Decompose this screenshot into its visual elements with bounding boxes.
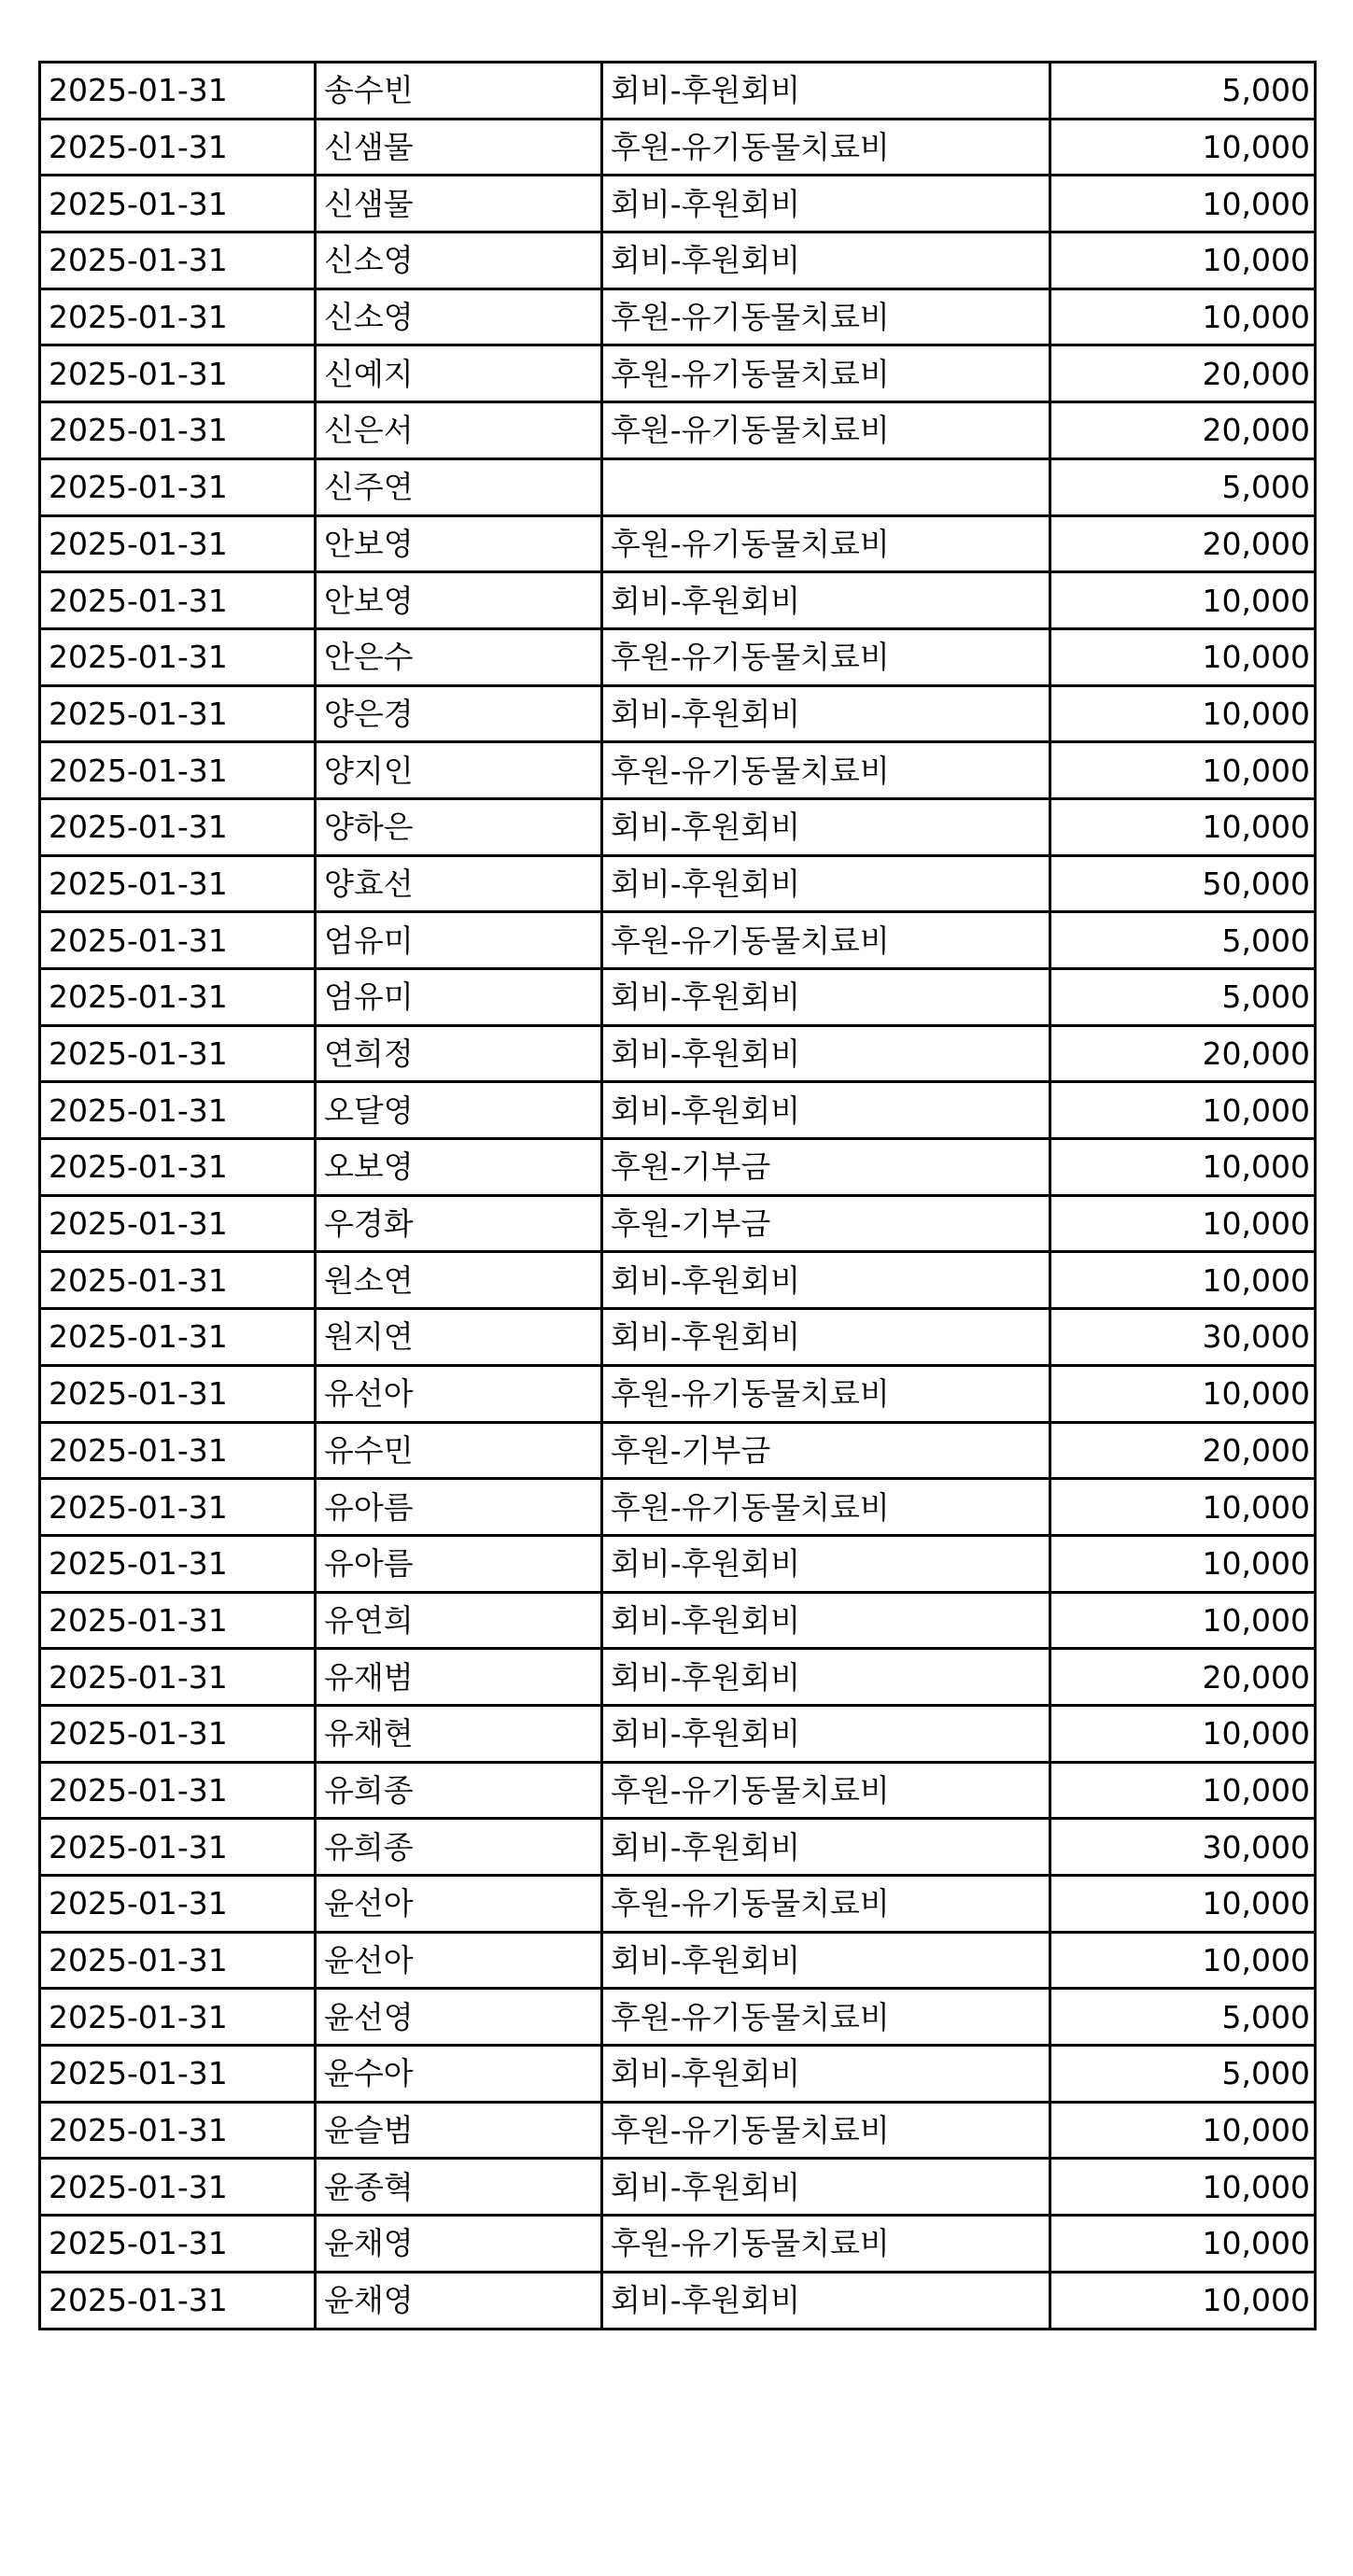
date-cell: 2025-01-31 (40, 2272, 316, 2329)
table-row (40, 969, 1316, 1026)
category-cell: 후원-유기동물치료비 (602, 345, 1050, 402)
amount-cell: 10,000 (1050, 2272, 1316, 2329)
category-cell: 후원-유기동물치료비 (602, 1365, 1050, 1422)
name-cell: 윤종혁 (316, 2159, 602, 2216)
name-cell: 원지연 (316, 1309, 602, 1366)
category-cell: 회비-후원회비 (602, 2046, 1050, 2103)
table-row (40, 1989, 1316, 2046)
category-cell: 회비-후원회비 (602, 2272, 1050, 2329)
table-row (40, 2272, 1316, 2329)
amount-cell: 20,000 (1050, 1422, 1316, 1479)
name-cell: 신소영 (316, 289, 602, 345)
table-row (40, 63, 1316, 120)
table-row (40, 402, 1316, 459)
amount-cell: 10,000 (1050, 1479, 1316, 1536)
category-cell: 회비-후원회비 (602, 1819, 1050, 1876)
date-cell: 2025-01-31 (40, 345, 316, 402)
amount-cell: 10,000 (1050, 176, 1316, 232)
date-cell: 2025-01-31 (40, 1479, 316, 1536)
table-row (40, 855, 1316, 912)
category-cell: 후원-유기동물치료비 (602, 515, 1050, 572)
amount-cell: 20,000 (1050, 1649, 1316, 1706)
date-cell: 2025-01-31 (40, 572, 316, 629)
category-cell: 회비-후원회비 (602, 1705, 1050, 1762)
table-row (40, 1479, 1316, 1536)
name-cell: 안보영 (316, 572, 602, 629)
category-cell: 회비-후원회비 (602, 685, 1050, 742)
category-cell: 회비-후원회비 (602, 1932, 1050, 1989)
name-cell: 유연희 (316, 1592, 602, 1649)
category-cell (602, 458, 1050, 515)
amount-cell: 5,000 (1050, 969, 1316, 1026)
amount-cell: 10,000 (1050, 1195, 1316, 1252)
name-cell: 신예지 (316, 345, 602, 402)
name-cell: 안보영 (316, 515, 602, 572)
table-row (40, 515, 1316, 572)
date-cell: 2025-01-31 (40, 1989, 316, 2046)
date-cell: 2025-01-31 (40, 458, 316, 515)
category-cell: 후원-유기동물치료비 (602, 289, 1050, 345)
amount-cell: 10,000 (1050, 572, 1316, 629)
amount-cell: 5,000 (1050, 1989, 1316, 2046)
amount-cell: 5,000 (1050, 2046, 1316, 2103)
name-cell: 연희정 (316, 1025, 602, 1082)
date-cell: 2025-01-31 (40, 1252, 316, 1309)
date-cell: 2025-01-31 (40, 1309, 316, 1366)
category-cell: 후원-유기동물치료비 (602, 1876, 1050, 1933)
category-cell: 후원-유기동물치료비 (602, 912, 1050, 969)
table-row (40, 119, 1316, 176)
name-cell: 우경화 (316, 1195, 602, 1252)
table-row (40, 798, 1316, 855)
table-row (40, 1535, 1316, 1592)
amount-cell: 5,000 (1050, 63, 1316, 120)
table-row (40, 1422, 1316, 1479)
amount-cell: 10,000 (1050, 1762, 1316, 1819)
category-cell: 회비-후원회비 (602, 232, 1050, 289)
category-cell: 후원-유기동물치료비 (602, 628, 1050, 685)
name-cell: 양지인 (316, 742, 602, 799)
amount-cell: 10,000 (1050, 2102, 1316, 2159)
name-cell: 양하은 (316, 798, 602, 855)
category-cell: 회비-후원회비 (602, 572, 1050, 629)
table-row (40, 912, 1316, 969)
amount-cell: 10,000 (1050, 742, 1316, 799)
category-cell: 회비-후원회비 (602, 176, 1050, 232)
date-cell: 2025-01-31 (40, 289, 316, 345)
amount-cell: 10,000 (1050, 119, 1316, 176)
category-cell: 후원-유기동물치료비 (602, 742, 1050, 799)
table-row (40, 1592, 1316, 1649)
category-cell: 회비-후원회비 (602, 1252, 1050, 1309)
name-cell: 유아름 (316, 1535, 602, 1592)
table-row (40, 1649, 1316, 1706)
amount-cell: 10,000 (1050, 798, 1316, 855)
name-cell: 양효선 (316, 855, 602, 912)
date-cell: 2025-01-31 (40, 969, 316, 1026)
name-cell: 윤선아 (316, 1876, 602, 1933)
name-cell: 신주연 (316, 458, 602, 515)
table-row (40, 685, 1316, 742)
date-cell: 2025-01-31 (40, 1365, 316, 1422)
amount-cell: 10,000 (1050, 1876, 1316, 1933)
amount-cell: 10,000 (1050, 1252, 1316, 1309)
date-cell: 2025-01-31 (40, 2159, 316, 2216)
amount-cell: 10,000 (1050, 1705, 1316, 1762)
table-row (40, 1932, 1316, 1989)
category-cell: 후원-유기동물치료비 (602, 1989, 1050, 2046)
name-cell: 윤채영 (316, 2272, 602, 2329)
name-cell: 윤수아 (316, 2046, 602, 2103)
amount-cell: 10,000 (1050, 1932, 1316, 1989)
date-cell: 2025-01-31 (40, 628, 316, 685)
date-cell: 2025-01-31 (40, 119, 316, 176)
amount-cell: 50,000 (1050, 855, 1316, 912)
name-cell: 윤선영 (316, 1989, 602, 2046)
category-cell: 후원-유기동물치료비 (602, 1762, 1050, 1819)
date-cell: 2025-01-31 (40, 685, 316, 742)
name-cell: 유선아 (316, 1365, 602, 1422)
table-row (40, 176, 1316, 232)
ledger-body (40, 63, 1316, 2330)
name-cell: 윤채영 (316, 2216, 602, 2273)
category-cell: 후원-유기동물치료비 (602, 2102, 1050, 2159)
amount-cell: 30,000 (1050, 1819, 1316, 1876)
date-cell: 2025-01-31 (40, 855, 316, 912)
amount-cell: 10,000 (1050, 232, 1316, 289)
table-row (40, 2159, 1316, 2216)
amount-cell: 10,000 (1050, 1082, 1316, 1139)
table-row (40, 1819, 1316, 1876)
table-row (40, 1762, 1316, 1819)
category-cell: 회비-후원회비 (602, 969, 1050, 1026)
name-cell: 유수민 (316, 1422, 602, 1479)
date-cell: 2025-01-31 (40, 515, 316, 572)
name-cell: 엄유미 (316, 912, 602, 969)
date-cell: 2025-01-31 (40, 742, 316, 799)
category-cell: 회비-후원회비 (602, 855, 1050, 912)
name-cell: 양은경 (316, 685, 602, 742)
table-row (40, 1082, 1316, 1139)
date-cell: 2025-01-31 (40, 1422, 316, 1479)
category-cell: 회비-후원회비 (602, 1535, 1050, 1592)
category-cell: 회비-후원회비 (602, 2159, 1050, 2216)
amount-cell: 10,000 (1050, 1592, 1316, 1649)
amount-cell: 10,000 (1050, 1365, 1316, 1422)
table-row (40, 742, 1316, 799)
amount-cell: 10,000 (1050, 1139, 1316, 1196)
name-cell: 송수빈 (316, 63, 602, 120)
amount-cell: 10,000 (1050, 685, 1316, 742)
date-cell: 2025-01-31 (40, 798, 316, 855)
table-row (40, 1705, 1316, 1762)
category-cell: 회비-후원회비 (602, 1309, 1050, 1366)
name-cell: 원소연 (316, 1252, 602, 1309)
amount-cell: 20,000 (1050, 402, 1316, 459)
name-cell: 오달영 (316, 1082, 602, 1139)
category-cell: 후원-기부금 (602, 1139, 1050, 1196)
date-cell: 2025-01-31 (40, 402, 316, 459)
date-cell: 2025-01-31 (40, 63, 316, 120)
name-cell: 오보영 (316, 1139, 602, 1196)
amount-cell: 10,000 (1050, 289, 1316, 345)
date-cell: 2025-01-31 (40, 1082, 316, 1139)
date-cell: 2025-01-31 (40, 232, 316, 289)
table-row (40, 572, 1316, 629)
name-cell: 엄유미 (316, 969, 602, 1026)
name-cell: 윤선아 (316, 1932, 602, 1989)
date-cell: 2025-01-31 (40, 1592, 316, 1649)
category-cell: 회비-후원회비 (602, 1082, 1050, 1139)
table-row (40, 1195, 1316, 1252)
name-cell: 유채현 (316, 1705, 602, 1762)
table-row (40, 289, 1316, 345)
date-cell: 2025-01-31 (40, 1649, 316, 1706)
donation-ledger-table (38, 61, 1317, 2330)
table-row (40, 1139, 1316, 1196)
amount-cell: 10,000 (1050, 628, 1316, 685)
name-cell: 신소영 (316, 232, 602, 289)
category-cell: 회비-후원회비 (602, 1592, 1050, 1649)
date-cell: 2025-01-31 (40, 1876, 316, 1933)
amount-cell: 20,000 (1050, 345, 1316, 402)
category-cell: 후원-기부금 (602, 1195, 1050, 1252)
date-cell: 2025-01-31 (40, 1025, 316, 1082)
category-cell: 후원-유기동물치료비 (602, 119, 1050, 176)
amount-cell: 20,000 (1050, 515, 1316, 572)
date-cell: 2025-01-31 (40, 2216, 316, 2273)
date-cell: 2025-01-31 (40, 1139, 316, 1196)
name-cell: 유희종 (316, 1819, 602, 1876)
name-cell: 유아름 (316, 1479, 602, 1536)
table-row (40, 1025, 1316, 1082)
category-cell: 회비-후원회비 (602, 63, 1050, 120)
table-row (40, 458, 1316, 515)
amount-cell: 5,000 (1050, 912, 1316, 969)
date-cell: 2025-01-31 (40, 912, 316, 969)
category-cell: 후원-유기동물치료비 (602, 402, 1050, 459)
amount-cell: 20,000 (1050, 1025, 1316, 1082)
date-cell: 2025-01-31 (40, 1762, 316, 1819)
table-row (40, 345, 1316, 402)
date-cell: 2025-01-31 (40, 1705, 316, 1762)
date-cell: 2025-01-31 (40, 2102, 316, 2159)
category-cell: 후원-유기동물치료비 (602, 2216, 1050, 2273)
category-cell: 후원-기부금 (602, 1422, 1050, 1479)
table-row (40, 1876, 1316, 1933)
date-cell: 2025-01-31 (40, 1819, 316, 1876)
table-row (40, 1309, 1316, 1366)
date-cell: 2025-01-31 (40, 2046, 316, 2103)
name-cell: 유희종 (316, 1762, 602, 1819)
table-row (40, 2216, 1316, 2273)
table-row (40, 1365, 1316, 1422)
date-cell: 2025-01-31 (40, 176, 316, 232)
amount-cell: 10,000 (1050, 2216, 1316, 2273)
amount-cell: 10,000 (1050, 2159, 1316, 2216)
table-row (40, 628, 1316, 685)
date-cell: 2025-01-31 (40, 1535, 316, 1592)
date-cell: 2025-01-31 (40, 1932, 316, 1989)
amount-cell: 10,000 (1050, 1535, 1316, 1592)
date-cell: 2025-01-31 (40, 1195, 316, 1252)
category-cell: 회비-후원회비 (602, 1649, 1050, 1706)
table-row (40, 2046, 1316, 2103)
table-row (40, 2102, 1316, 2159)
name-cell: 신샘물 (316, 176, 602, 232)
name-cell: 안은수 (316, 628, 602, 685)
name-cell: 신샘물 (316, 119, 602, 176)
amount-cell: 5,000 (1050, 458, 1316, 515)
category-cell: 회비-후원회비 (602, 1025, 1050, 1082)
name-cell: 신은서 (316, 402, 602, 459)
category-cell: 후원-유기동물치료비 (602, 1479, 1050, 1536)
name-cell: 윤슬범 (316, 2102, 602, 2159)
table-row (40, 232, 1316, 289)
table-row (40, 1252, 1316, 1309)
category-cell: 회비-후원회비 (602, 798, 1050, 855)
name-cell: 유재범 (316, 1649, 602, 1706)
amount-cell: 30,000 (1050, 1309, 1316, 1366)
